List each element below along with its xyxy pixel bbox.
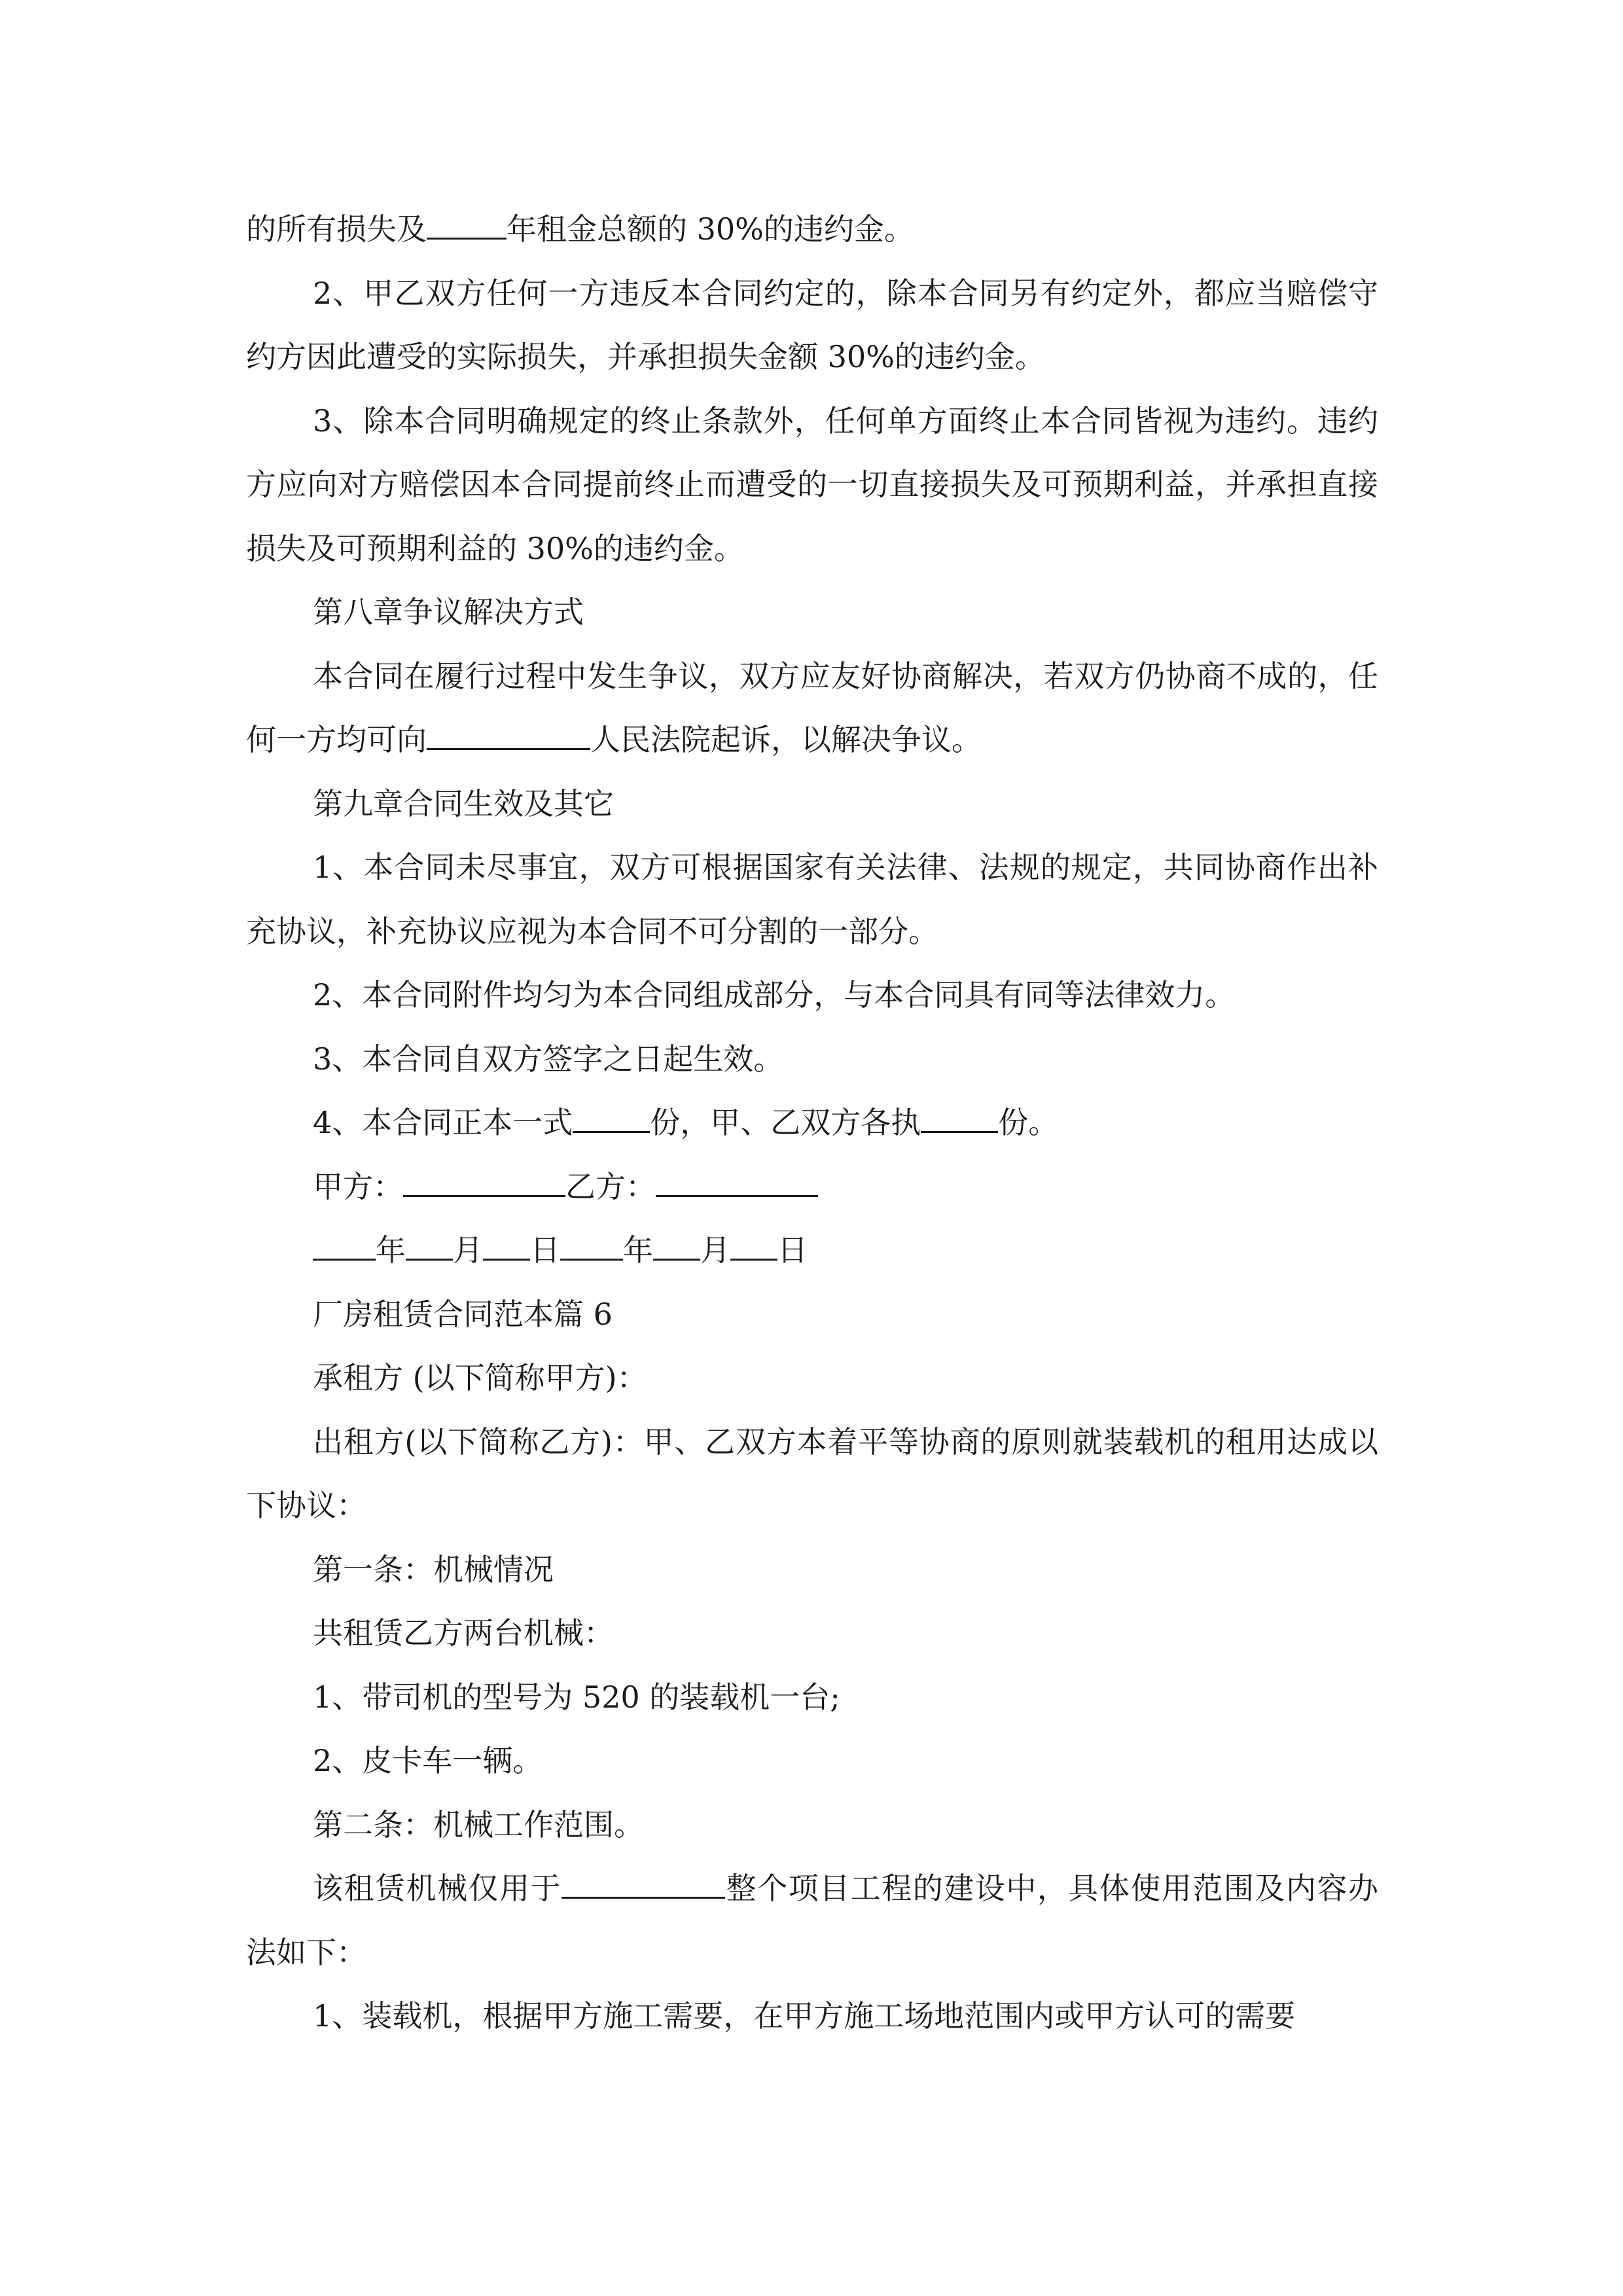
month-label: 月	[700, 1232, 730, 1268]
blank-line	[403, 1166, 565, 1197]
blank-line	[427, 719, 590, 750]
article-1-intro: 共租赁乙方两台机械：	[313, 1615, 614, 1651]
text-segment: 份。	[998, 1105, 1059, 1140]
date-line	[246, 1219, 1378, 1283]
article-2-text	[246, 1857, 1378, 1984]
month-label: 月	[453, 1232, 483, 1268]
text-segment: 本合同在履行过程中发生争议，双方应友好协商解决，若双方仍协商不成的，任何一方均可向	[246, 658, 1378, 757]
blank-line	[653, 1230, 700, 1261]
party-a-label: 甲方：	[313, 1168, 403, 1204]
article-1-item-2: 2、皮卡车一辆。	[313, 1743, 543, 1778]
blank-line	[406, 1230, 453, 1261]
chapter-9-item-4	[246, 1091, 1378, 1155]
year-label: 年	[376, 1232, 406, 1268]
chapter-9-item-1: 1、本合同未尽事宜，双方可根据国家有关法律、法规的规定，共同协商作出补充协议，补充协议应视为本合同不可分割的一部分。	[246, 850, 1378, 949]
day-label: 日	[777, 1232, 808, 1268]
text-segment: 人民法院起诉，以解决争议。	[590, 722, 982, 757]
text-segment: 份，甲、乙双方各执	[650, 1105, 921, 1140]
year-label: 年	[623, 1232, 653, 1268]
text-segment: 年租金总额的 30%的违约金。	[507, 211, 914, 247]
blank-line	[313, 1230, 376, 1261]
chapter-8-title: 第八章争议解决方式	[313, 594, 584, 630]
lessor-line: 出租方(以下简称乙方)：甲、乙双方本着平等协商的原则就装载机的租用达成以下协议：	[246, 1424, 1378, 1523]
article-1-item-1: 1、带司机的型号为 520 的装载机一台;	[313, 1679, 840, 1715]
section-6-title: 厂房租赁合同范本篇 6	[313, 1296, 613, 1332]
chapter-9-title: 第九章合同生效及其它	[313, 785, 614, 821]
article-2-item-1: 1、装载机，根据甲方施工需要，在甲方施工场地范围内或甲方认可的需要	[313, 1998, 1296, 2034]
chapter-9-item-2: 2、本合同附件均匀为本合同组成部分，与本合同具有同等法律效力。	[313, 977, 1236, 1013]
blank-line	[573, 1102, 650, 1133]
document-body	[246, 198, 1378, 2049]
day-label: 日	[530, 1232, 560, 1268]
party-b-label: 乙方：	[565, 1168, 656, 1204]
blank-line	[921, 1102, 998, 1133]
clause-3: 3、除本合同明确规定的终止条款外，任何单方面终止本合同皆视为违约。违约方应向对方赔偿因本合同提前终止而遭受的一切直接损失及可预期利益，并承担直接损失及可预期利益的 30%的违约金。	[246, 403, 1378, 566]
text-segment: 整个项目工程的建设中，具体使用范围及内容办法如下：	[246, 1871, 1379, 1970]
chapter-9-item-3: 3、本合同自双方签字之日起生效。	[313, 1041, 784, 1077]
clause-2: 2、甲乙双方任何一方违反本合同约定的，除本合同另有约定外，都应当赔偿守约方因此遭受的实际损失，并承担损失金额 30%的违约金。	[246, 275, 1378, 374]
text-segment: 4、本合同正本一式	[313, 1105, 573, 1140]
article-1-title: 第一条：机械情况	[313, 1551, 554, 1587]
chapter-8-text	[246, 645, 1378, 772]
text-segment: 的所有损失及	[246, 211, 427, 247]
blank-line	[483, 1230, 530, 1261]
article-2-title: 第二条：机械工作范围。	[313, 1806, 644, 1842]
blank-line	[560, 1230, 623, 1261]
penalty-line	[246, 198, 1378, 262]
blank-line	[656, 1166, 818, 1197]
blank-line	[427, 209, 507, 240]
signature-line	[246, 1155, 1378, 1219]
blank-line	[730, 1230, 777, 1261]
text-segment: 该租赁机械仅用于	[313, 1871, 562, 1906]
blank-line	[562, 1868, 725, 1899]
lessee-line: 承租方 (以下简称甲方)：	[313, 1360, 647, 1395]
